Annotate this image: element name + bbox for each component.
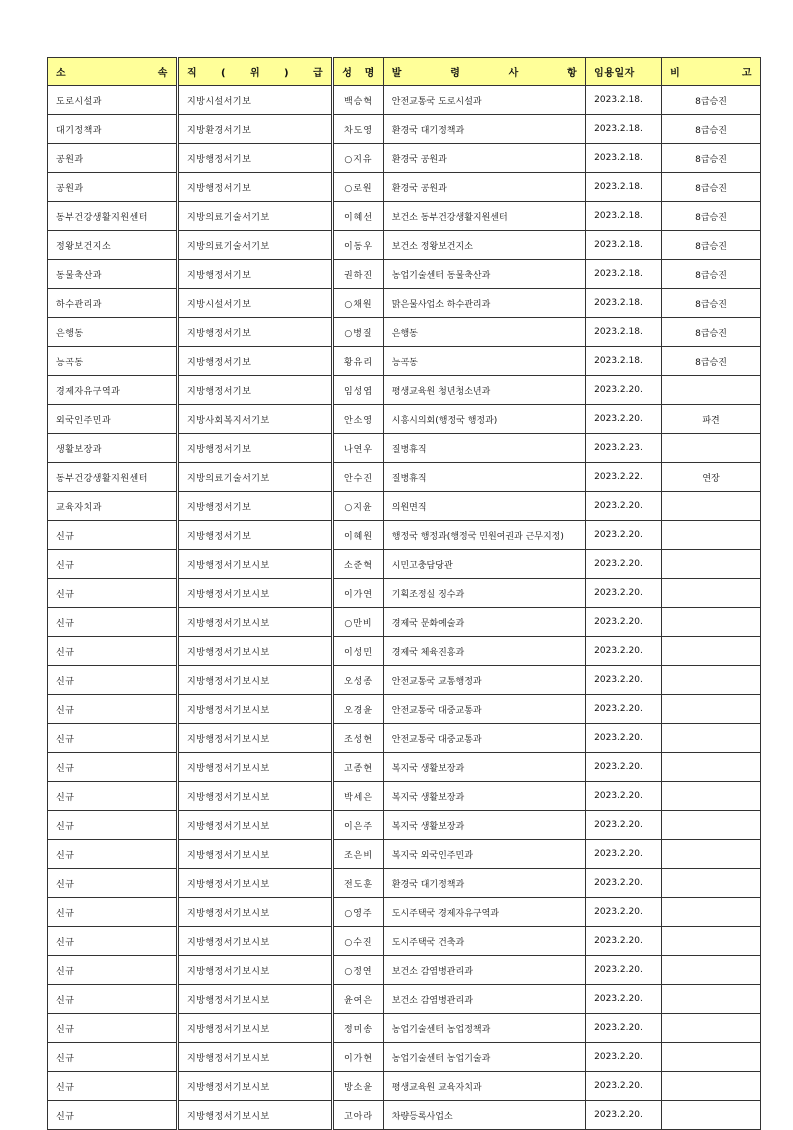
table-row (48, 753, 761, 782)
cell-order: 도시주택국 경제자유구역과 (383, 898, 585, 927)
table-row (48, 608, 761, 637)
table-row (48, 115, 761, 144)
cell-dept: 은행동 (48, 318, 178, 347)
cell-order: 기획조정실 징수과 (383, 579, 585, 608)
cell-order: 농업기술센터 농업기술과 (383, 1043, 585, 1072)
cell-rank: 지방행정서기보 (177, 521, 332, 550)
cell-rank: 지방행정서기보 (177, 376, 332, 405)
cell-dept: 신규 (48, 898, 178, 927)
cell-rank: 지방시설서기보 (177, 289, 332, 318)
cell-order: 복지국 생활보장과 (383, 782, 585, 811)
cell-note (662, 666, 761, 695)
cell-date: 2023.2.18. (586, 260, 662, 289)
cell-order: 복지국 생활보장과 (383, 753, 585, 782)
cell-note: 8급승진 (662, 86, 761, 115)
cell-dept: 교육자치과 (48, 492, 178, 521)
cell-dept: 도로시설과 (48, 86, 178, 115)
cell-rank: 지방행정서기보시보 (177, 985, 332, 1014)
cell-rank: 지방행정서기보시보 (177, 695, 332, 724)
table-row (48, 956, 761, 985)
cell-dept: 신규 (48, 608, 178, 637)
cell-name: ○로원 (333, 173, 384, 202)
cell-name: 이은주 (333, 811, 384, 840)
cell-date: 2023.2.20. (586, 869, 662, 898)
cell-name: ○수진 (333, 927, 384, 956)
cell-name: 고아라 (333, 1101, 384, 1130)
table-row (48, 405, 761, 434)
cell-note (662, 898, 761, 927)
cell-date: 2023.2.20. (586, 550, 662, 579)
cell-order: 평생교육원 청년청소년과 (383, 376, 585, 405)
cell-date: 2023.2.18. (586, 86, 662, 115)
cell-rank: 지방환경서기보 (177, 115, 332, 144)
table-row (48, 173, 761, 202)
cell-note (662, 1014, 761, 1043)
table-row (48, 376, 761, 405)
cell-name: 황유리 (333, 347, 384, 376)
cell-note (662, 1072, 761, 1101)
cell-note (662, 492, 761, 521)
cell-dept: 신규 (48, 840, 178, 869)
cell-order: 보건소 정왕보건지소 (383, 231, 585, 260)
cell-name: 방소윤 (333, 1072, 384, 1101)
cell-note: 8급승진 (662, 231, 761, 260)
table-row (48, 434, 761, 463)
cell-rank: 지방행정서기보시보 (177, 869, 332, 898)
cell-name: 차도영 (333, 115, 384, 144)
cell-name: ○만비 (333, 608, 384, 637)
cell-order: 복지국 생활보장과 (383, 811, 585, 840)
cell-date: 2023.2.20. (586, 898, 662, 927)
cell-name: 나연우 (333, 434, 384, 463)
cell-date: 2023.2.20. (586, 840, 662, 869)
table-row (48, 579, 761, 608)
cell-rank: 지방행정서기보시보 (177, 811, 332, 840)
cell-dept: 동부건강생활지원센터 (48, 463, 178, 492)
cell-order: 환경국 대기정책과 (383, 869, 585, 898)
cell-note: 8급승진 (662, 318, 761, 347)
table-row (48, 86, 761, 115)
cell-date: 2023.2.18. (586, 318, 662, 347)
cell-order: 안전교통국 대중교통과 (383, 695, 585, 724)
cell-note: 8급승진 (662, 144, 761, 173)
table-row (48, 724, 761, 753)
table-row (48, 840, 761, 869)
cell-name: 임성엽 (333, 376, 384, 405)
cell-order: 경제국 문화예술과 (383, 608, 585, 637)
table-row (48, 231, 761, 260)
cell-note (662, 1101, 761, 1130)
cell-rank: 지방의료기술서기보 (177, 463, 332, 492)
cell-rank: 지방행정서기보 (177, 260, 332, 289)
table-row (48, 782, 761, 811)
cell-rank: 지방행정서기보시보 (177, 956, 332, 985)
cell-order: 경제국 체육진흥과 (383, 637, 585, 666)
cell-note: 8급승진 (662, 115, 761, 144)
table-row (48, 637, 761, 666)
cell-dept: 신규 (48, 1014, 178, 1043)
cell-note (662, 521, 761, 550)
table-row (48, 202, 761, 231)
cell-date: 2023.2.18. (586, 173, 662, 202)
cell-name: 윤여은 (333, 985, 384, 1014)
cell-date: 2023.2.20. (586, 1043, 662, 1072)
cell-dept: 정왕보건지소 (48, 231, 178, 260)
cell-rank: 지방행정서기보시보 (177, 840, 332, 869)
cell-date: 2023.2.18. (586, 289, 662, 318)
cell-rank: 지방행정서기보 (177, 173, 332, 202)
cell-rank: 지방사회복지서기보 (177, 405, 332, 434)
cell-dept: 신규 (48, 695, 178, 724)
cell-dept: 대기정책과 (48, 115, 178, 144)
cell-note: 8급승진 (662, 202, 761, 231)
cell-date: 2023.2.18. (586, 144, 662, 173)
cell-dept: 신규 (48, 811, 178, 840)
header-date: 임용일자 (586, 58, 662, 86)
cell-order: 환경국 대기정책과 (383, 115, 585, 144)
cell-note: 파견 (662, 405, 761, 434)
cell-date: 2023.2.20. (586, 985, 662, 1014)
cell-note: 8급승진 (662, 347, 761, 376)
cell-order: 행정국 행정과(행정국 민원여권과 근무지정) (383, 521, 585, 550)
cell-date: 2023.2.20. (586, 608, 662, 637)
cell-dept: 신규 (48, 637, 178, 666)
cell-date: 2023.2.18. (586, 347, 662, 376)
cell-order: 차량등록사업소 (383, 1101, 585, 1130)
cell-date: 2023.2.20. (586, 1014, 662, 1043)
cell-order: 시민고충담당관 (383, 550, 585, 579)
cell-rank: 지방행정서기보시보 (177, 579, 332, 608)
cell-note (662, 695, 761, 724)
cell-dept: 신규 (48, 550, 178, 579)
cell-date: 2023.2.20. (586, 753, 662, 782)
cell-order: 안전교통국 도로시설과 (383, 86, 585, 115)
table-row (48, 144, 761, 173)
cell-name: 조은비 (333, 840, 384, 869)
cell-rank: 지방행정서기보시보 (177, 1043, 332, 1072)
cell-note (662, 434, 761, 463)
table-row (48, 347, 761, 376)
cell-order: 시흥시의회(행정국 행정과) (383, 405, 585, 434)
personnel-order-table (47, 57, 761, 1130)
cell-dept: 동물축산과 (48, 260, 178, 289)
table-row (48, 318, 761, 347)
cell-dept: 신규 (48, 521, 178, 550)
cell-dept: 신규 (48, 1072, 178, 1101)
cell-note (662, 724, 761, 753)
cell-name: 안수진 (333, 463, 384, 492)
cell-name: ○정연 (333, 956, 384, 985)
table-row (48, 492, 761, 521)
cell-note (662, 550, 761, 579)
cell-name: ○채원 (333, 289, 384, 318)
cell-note (662, 753, 761, 782)
cell-dept: 공원과 (48, 173, 178, 202)
cell-date: 2023.2.20. (586, 695, 662, 724)
cell-dept: 동부건강생활지원센터 (48, 202, 178, 231)
table-row (48, 869, 761, 898)
cell-rank: 지방행정서기보시보 (177, 753, 332, 782)
header-rank: 직 ( 위 ) 급 (177, 58, 332, 86)
cell-name: 이성민 (333, 637, 384, 666)
cell-note: 8급승진 (662, 289, 761, 318)
table-row (48, 1072, 761, 1101)
cell-dept: 신규 (48, 666, 178, 695)
cell-order: 맑은물사업소 하수관리과 (383, 289, 585, 318)
cell-order: 질병휴직 (383, 434, 585, 463)
cell-name: ○영주 (333, 898, 384, 927)
header-name: 성 명 (333, 58, 384, 86)
cell-name: 권하진 (333, 260, 384, 289)
cell-note (662, 811, 761, 840)
cell-date: 2023.2.20. (586, 405, 662, 434)
cell-name: 오경윤 (333, 695, 384, 724)
cell-rank: 지방행정서기보시보 (177, 637, 332, 666)
cell-dept: 신규 (48, 1101, 178, 1130)
cell-note (662, 579, 761, 608)
cell-order: 농업기술센터 농업정책과 (383, 1014, 585, 1043)
cell-order: 보건소 동부건강생활지원센터 (383, 202, 585, 231)
cell-name: 전도훈 (333, 869, 384, 898)
cell-note (662, 985, 761, 1014)
cell-note (662, 840, 761, 869)
cell-note (662, 1043, 761, 1072)
table-row (48, 1043, 761, 1072)
cell-date: 2023.2.20. (586, 376, 662, 405)
cell-date: 2023.2.18. (586, 231, 662, 260)
cell-rank: 지방행정서기보 (177, 347, 332, 376)
table-row (48, 695, 761, 724)
cell-order: 의원면직 (383, 492, 585, 521)
cell-note: 8급승진 (662, 260, 761, 289)
cell-order: 평생교육원 교육자치과 (383, 1072, 585, 1101)
cell-date: 2023.2.18. (586, 202, 662, 231)
table-row (48, 666, 761, 695)
cell-name: ○지유 (333, 144, 384, 173)
cell-dept: 신규 (48, 753, 178, 782)
table-row (48, 811, 761, 840)
table-row (48, 1014, 761, 1043)
table-row (48, 521, 761, 550)
cell-name: 안소영 (333, 405, 384, 434)
cell-rank: 지방행정서기보시보 (177, 608, 332, 637)
cell-dept: 신규 (48, 724, 178, 753)
cell-date: 2023.2.20. (586, 637, 662, 666)
cell-rank: 지방행정서기보시보 (177, 1101, 332, 1130)
cell-order: 보건소 감염병관리과 (383, 985, 585, 1014)
cell-dept: 신규 (48, 985, 178, 1014)
cell-dept: 하수관리과 (48, 289, 178, 318)
cell-name: 이혜선 (333, 202, 384, 231)
cell-rank: 지방행정서기보 (177, 318, 332, 347)
cell-dept: 신규 (48, 579, 178, 608)
cell-name: 소준혁 (333, 550, 384, 579)
cell-rank: 지방의료기술서기보 (177, 231, 332, 260)
cell-order: 환경국 공원과 (383, 144, 585, 173)
cell-date: 2023.2.20. (586, 811, 662, 840)
cell-name: ○병질 (333, 318, 384, 347)
cell-order: 안전교통국 대중교통과 (383, 724, 585, 753)
cell-date: 2023.2.20. (586, 521, 662, 550)
table-row (48, 289, 761, 318)
cell-rank: 지방행정서기보시보 (177, 666, 332, 695)
cell-dept: 신규 (48, 869, 178, 898)
table-row (48, 550, 761, 579)
cell-rank: 지방행정서기보시보 (177, 782, 332, 811)
table-row (48, 985, 761, 1014)
table-row (48, 1101, 761, 1130)
cell-dept: 신규 (48, 782, 178, 811)
cell-date: 2023.2.20. (586, 724, 662, 753)
cell-date: 2023.2.20. (586, 666, 662, 695)
cell-order: 환경국 공원과 (383, 173, 585, 202)
cell-name: 이혜원 (333, 521, 384, 550)
cell-note (662, 956, 761, 985)
cell-name: ○지윤 (333, 492, 384, 521)
table-row (48, 927, 761, 956)
cell-name: 이동우 (333, 231, 384, 260)
cell-name: 백승혁 (333, 86, 384, 115)
cell-date: 2023.2.23. (586, 434, 662, 463)
cell-order: 농업기술센터 동물축산과 (383, 260, 585, 289)
cell-name: 고종현 (333, 753, 384, 782)
cell-date: 2023.2.18. (586, 115, 662, 144)
cell-name: 이가연 (333, 579, 384, 608)
cell-name: 박세은 (333, 782, 384, 811)
cell-rank: 지방행정서기보시보 (177, 1014, 332, 1043)
cell-rank: 지방행정서기보시보 (177, 550, 332, 579)
header-note: 비 고 (662, 58, 761, 86)
cell-order: 안전교통국 교통행정과 (383, 666, 585, 695)
header-row (48, 58, 761, 86)
cell-rank: 지방행정서기보 (177, 492, 332, 521)
table-row (48, 898, 761, 927)
cell-note (662, 927, 761, 956)
cell-note (662, 608, 761, 637)
cell-name: 정미송 (333, 1014, 384, 1043)
cell-dept: 공원과 (48, 144, 178, 173)
cell-date: 2023.2.22. (586, 463, 662, 492)
cell-order: 보건소 감염병관리과 (383, 956, 585, 985)
header-dept: 소 속 (48, 58, 178, 86)
table-row (48, 463, 761, 492)
cell-name: 오성종 (333, 666, 384, 695)
cell-order: 능곡동 (383, 347, 585, 376)
cell-rank: 지방행정서기보 (177, 434, 332, 463)
cell-note: 연장 (662, 463, 761, 492)
cell-date: 2023.2.20. (586, 927, 662, 956)
cell-rank: 지방의료기술서기보 (177, 202, 332, 231)
cell-rank: 지방행정서기보시보 (177, 898, 332, 927)
cell-dept: 외국인주민과 (48, 405, 178, 434)
cell-date: 2023.2.20. (586, 1101, 662, 1130)
cell-rank: 지방행정서기보 (177, 144, 332, 173)
cell-dept: 경제자유구역과 (48, 376, 178, 405)
cell-date: 2023.2.20. (586, 956, 662, 985)
cell-dept: 생활보장과 (48, 434, 178, 463)
table-row (48, 260, 761, 289)
cell-dept: 신규 (48, 927, 178, 956)
cell-order: 복지국 외국인주민과 (383, 840, 585, 869)
cell-note (662, 637, 761, 666)
table-body (48, 86, 761, 1130)
cell-rank: 지방시설서기보 (177, 86, 332, 115)
cell-rank: 지방행정서기보시보 (177, 927, 332, 956)
cell-dept: 신규 (48, 956, 178, 985)
cell-note: 8급승진 (662, 173, 761, 202)
cell-date: 2023.2.20. (586, 782, 662, 811)
cell-name: 이가현 (333, 1043, 384, 1072)
cell-rank: 지방행정서기보시보 (177, 724, 332, 753)
cell-order: 은행동 (383, 318, 585, 347)
cell-date: 2023.2.20. (586, 1072, 662, 1101)
cell-date: 2023.2.20. (586, 579, 662, 608)
cell-order: 질병휴직 (383, 463, 585, 492)
cell-name: 조성현 (333, 724, 384, 753)
cell-note (662, 376, 761, 405)
cell-date: 2023.2.20. (586, 492, 662, 521)
cell-note (662, 782, 761, 811)
cell-dept: 신규 (48, 1043, 178, 1072)
cell-dept: 능곡동 (48, 347, 178, 376)
cell-rank: 지방행정서기보시보 (177, 1072, 332, 1101)
cell-note (662, 869, 761, 898)
header-order: 발 령 사 항 (383, 58, 585, 86)
cell-order: 도시주택국 건축과 (383, 927, 585, 956)
